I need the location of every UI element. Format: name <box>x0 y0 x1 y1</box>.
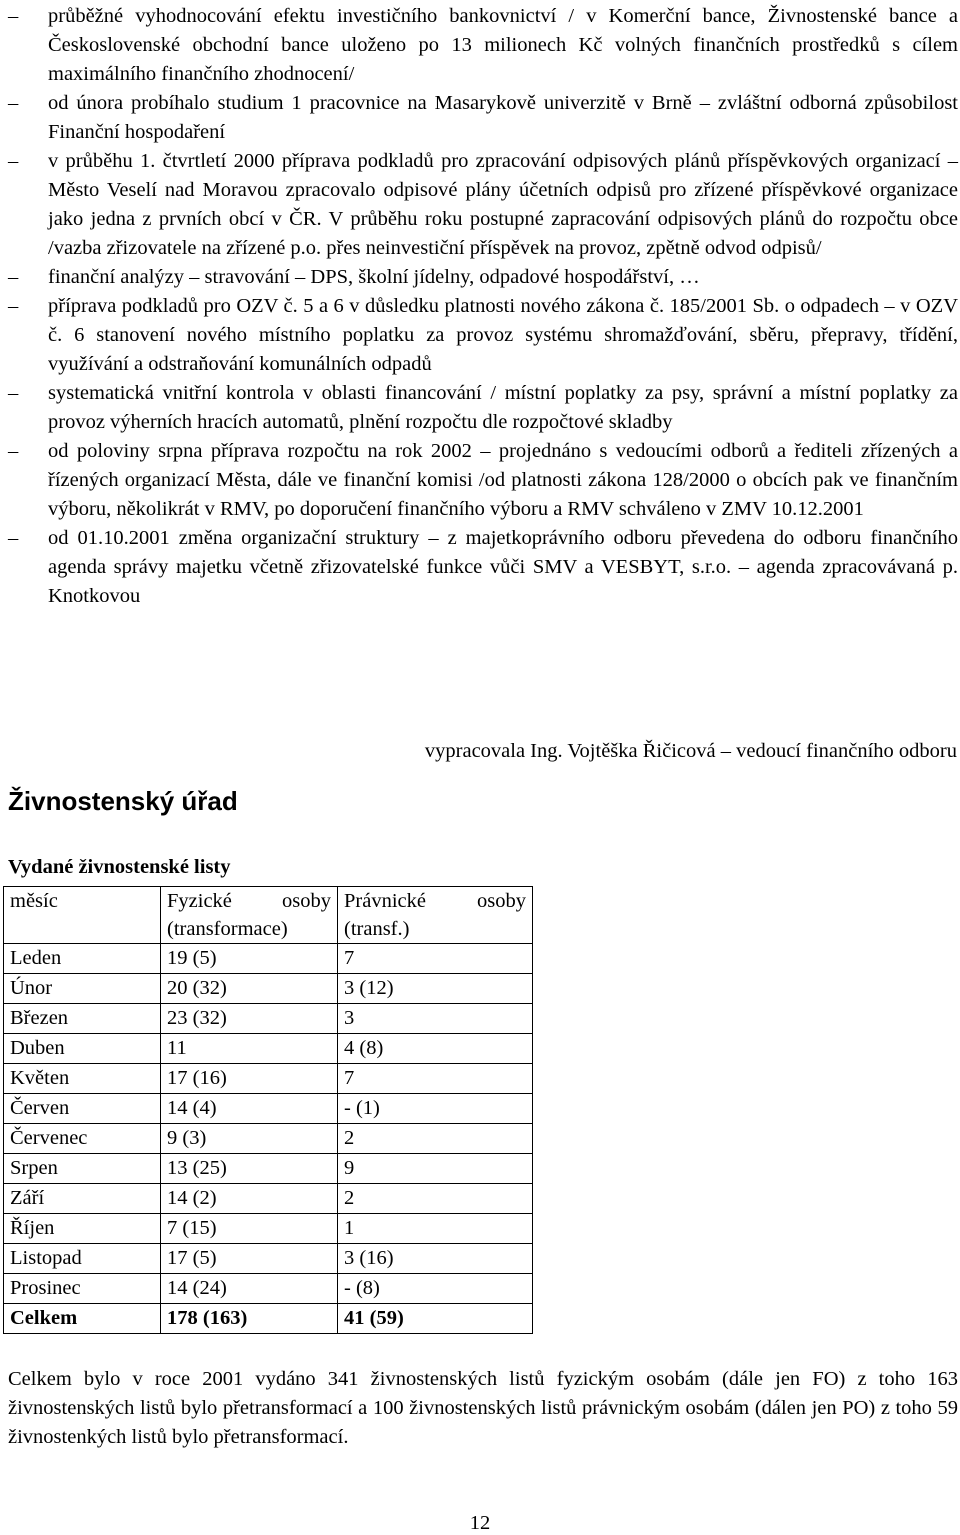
table-header-row <box>4 887 533 944</box>
bullet-dash: – <box>8 440 19 462</box>
table-row <box>4 1034 533 1064</box>
table-row <box>4 1154 533 1184</box>
table-row <box>4 1244 533 1274</box>
cell-month: Květen <box>4 1064 161 1094</box>
cell-legal-persons: - (1) <box>338 1094 533 1124</box>
cell-month: Březen <box>4 1004 161 1034</box>
bullet-text: od února probíhalo studium 1 pracovnice na Masarykově univerzitě v Brně – zvláštní odborná způsobilost Finanční hospodaření <box>48 92 958 143</box>
cell-legal-persons: 3 <box>338 1004 533 1034</box>
header-po-word-2: osoby <box>477 890 526 912</box>
cell-natural-persons: 23 (32) <box>161 1004 338 1034</box>
bullet-dash: – <box>8 150 19 172</box>
bullet-dash: – <box>8 295 19 317</box>
header-po-word-1: Právnické <box>344 890 426 912</box>
cell-month: Červenec <box>4 1124 161 1154</box>
cell-natural-persons: 13 (25) <box>161 1154 338 1184</box>
cell-natural-persons: 17 (16) <box>161 1064 338 1094</box>
table-row <box>4 1214 533 1244</box>
cell-month: Listopad <box>4 1244 161 1274</box>
cell-legal-persons: 2 <box>338 1184 533 1214</box>
bullet-dash: – <box>8 5 19 27</box>
cell-natural-persons: 11 <box>161 1034 338 1064</box>
bullet-text: od poloviny srpna příprava rozpočtu na rok 2002 – projednáno s vedoucími odborů a řediteli zřízených a řízených organizací Města, dále ve finanční komisi /od platnosti zákona 128/2000 o obcích pak ve finančním výboru, několikrát v RMV, po doporučení finančního výboru a RMV schváleno v ZMV 10.12.2001 <box>48 440 958 520</box>
bullet-text: příprava podkladů pro OZV č. 5 a 6 v důsledku platnosti nového zákona č. 185/2001 Sb. o odpadech – v OZV č. 6 stanovení nového místního poplatku za provoz systému shromažďování, sběru, přepravy, třídění, využívání a odstraňování komunálních odpadů <box>48 295 958 375</box>
cell-natural-persons: 9 (3) <box>161 1124 338 1154</box>
cell-legal-persons: 1 <box>338 1214 533 1244</box>
table-row <box>4 944 533 974</box>
cell-month: Červen <box>4 1094 161 1124</box>
table-row <box>4 1124 533 1154</box>
bullet-text: průběžné vyhodnocování efektu investičního bankovnictví / v Komerční bance, Živnostenské bance a Československé obchodní bance uloženo po 13 milionech Kč volných finančních prostředků s cílem maximálního finančního zhodnocení/ <box>48 5 958 85</box>
header-natural-persons <box>161 887 338 944</box>
cell-legal-persons: 9 <box>338 1154 533 1184</box>
cell-month: Leden <box>4 944 161 974</box>
cell-legal-persons: 3 (12) <box>338 974 533 1004</box>
cell-month: Srpen <box>4 1154 161 1184</box>
total-label: Celkem <box>4 1304 161 1334</box>
list-item <box>8 147 958 263</box>
table-row <box>4 1274 533 1304</box>
header-po-word-3: (transf.) <box>344 918 410 940</box>
cell-natural-persons: 17 (5) <box>161 1244 338 1274</box>
cell-natural-persons: 14 (2) <box>161 1184 338 1214</box>
cell-month: Únor <box>4 974 161 1004</box>
author-signature-line: vypracovala Ing. Vojtěška Řičicová – vedoucí finančního odboru <box>424 740 957 762</box>
cell-legal-persons: - (8) <box>338 1274 533 1304</box>
list-item <box>8 292 958 379</box>
table-row <box>4 1184 533 1214</box>
list-item <box>8 2 958 89</box>
bullet-list <box>8 2 958 611</box>
header-month-label: měsíc <box>10 890 58 912</box>
bullet-text: v průběhu 1. čtvrtletí 2000 příprava podkladů pro zpracování odpisových plánů příspěvkových organizací – Město Veselí nad Moravou zpracovalo odpisové plány účetních odpisů pro zřízené příspěvkové organizace jako jedna z prvních obcí v ČR. V průběhu roku postupné zapracování odpisových plánů do rozpočtu obce /vazba zřizovatele na zřízené p.o. přes neinvestiční příspěvek na provoz, zpětně odvod odpisů/ <box>48 150 958 259</box>
list-item <box>8 379 958 437</box>
cell-legal-persons: 2 <box>338 1124 533 1154</box>
cell-month: Říjen <box>4 1214 161 1244</box>
list-item <box>8 89 958 147</box>
cell-natural-persons: 7 (15) <box>161 1214 338 1244</box>
table-row <box>4 1004 533 1034</box>
table-row <box>4 974 533 1004</box>
total-legal-persons: 41 (59) <box>338 1304 533 1334</box>
summary-paragraph: Celkem bylo v roce 2001 vydáno 341 živnostenských listů fyzickým osobám (dále jen FO) z toho 163 živnostenských listů bylo přetransformací a 100 živnostenských listů právnickým osobám (dálen jen PO) z toho 59 živnostenkých listů bylo přetransformací. <box>8 1368 958 1448</box>
table-row <box>4 1094 533 1124</box>
bullet-text: systematická vnitřní kontrola v oblasti financování / místní poplatky za psy, správní a místní poplatky za provoz výherních hracích automatů, plnění rozpočtu dle rozpočtové skladby <box>48 382 958 433</box>
bullet-text: od 01.10.2001 změna organizační struktury – z majetkoprávního odboru převedena do odboru finančního agenda správy majetku včetně zřizovatelské funkce vůči SMV a VESBYT, s.r.o. – agenda zpracovávaná p. Knotkovou <box>48 527 958 607</box>
list-item <box>8 263 958 292</box>
bullet-dash: – <box>8 382 19 404</box>
bullet-dash: – <box>8 92 19 114</box>
cell-legal-persons: 4 (8) <box>338 1034 533 1064</box>
header-fo-word-2: osoby <box>282 890 331 912</box>
bullet-text: finanční analýzy – stravování – DPS, školní jídelny, odpadové hospodářství, … <box>48 266 700 288</box>
cell-legal-persons: 3 (16) <box>338 1244 533 1274</box>
cell-natural-persons: 14 (24) <box>161 1274 338 1304</box>
table-total-row <box>4 1304 533 1334</box>
header-legal-persons <box>338 887 533 944</box>
table-row <box>4 1064 533 1094</box>
list-item <box>8 524 958 611</box>
trade-licenses-table <box>3 886 533 1334</box>
cell-natural-persons: 14 (4) <box>161 1094 338 1124</box>
table-caption: Vydané živnostenské listy <box>8 856 231 878</box>
header-fo-word-3: (transformace) <box>167 918 288 940</box>
header-month <box>4 887 161 944</box>
cell-legal-persons: 7 <box>338 944 533 974</box>
total-natural-persons: 178 (163) <box>161 1304 338 1334</box>
list-item <box>8 437 958 524</box>
header-fo-word-1: Fyzické <box>167 890 232 912</box>
cell-month: Duben <box>4 1034 161 1064</box>
cell-legal-persons: 7 <box>338 1064 533 1094</box>
cell-month: Září <box>4 1184 161 1214</box>
cell-natural-persons: 20 (32) <box>161 974 338 1004</box>
bullet-dash: – <box>8 266 19 288</box>
section-heading: Živnostenský úřad <box>8 786 238 816</box>
cell-month: Prosinec <box>4 1274 161 1304</box>
page-number: 12 <box>469 1512 491 1534</box>
cell-natural-persons: 19 (5) <box>161 944 338 974</box>
bullet-dash: – <box>8 527 19 549</box>
